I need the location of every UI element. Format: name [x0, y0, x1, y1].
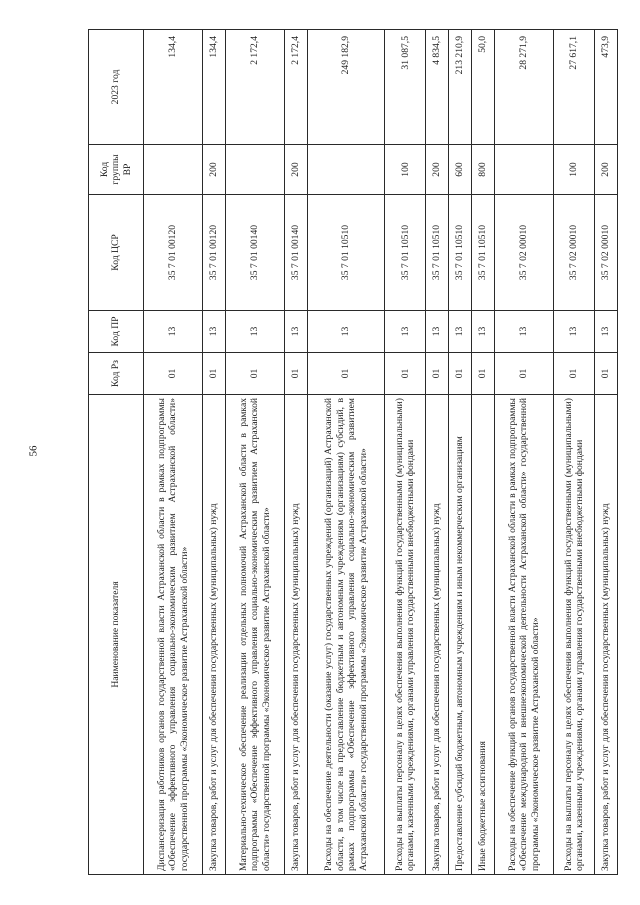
table-row — [203, 30, 226, 875]
row-pr-cell: 13 — [144, 311, 203, 353]
row-csr-cell: 35 7 01 00120 — [203, 195, 226, 311]
row-value-cell: 473,9 — [595, 30, 618, 145]
rotated-table-container — [88, 30, 618, 875]
row-name-cell: Расходы на обеспечение функций органов государственной власти Астраханской области в рамках подпрограммы «Обеспечение международной и внешнеэкономической деятельности Астраханской области» государственной программы «Экономическое развитие Астраханской области» — [494, 395, 553, 875]
row-pr-cell: 13 — [308, 311, 385, 353]
row-name-cell: Диспансеризация работников органов государственной власти Астраханской области в рамках подпрограммы «Обеспечение эффективного управления социально-экономическим развитием Астраханской области» государственной программы «Экономическое развитие Астраханской области» — [144, 395, 203, 875]
header-csr: Код ЦСР — [89, 195, 144, 311]
row-vr-cell: 600 — [449, 145, 472, 195]
row-vr-cell: 200 — [203, 145, 226, 195]
table-header-row — [89, 30, 144, 875]
row-value-cell: 4 834,5 — [426, 30, 449, 145]
row-vr-cell: 200 — [426, 145, 449, 195]
row-name-cell: Расходы на выплаты персоналу в целях обеспечения выполнения функций государственными (муниципальными) органами, казенными учреждениями, органами управления государственными внебюджетными фондами — [385, 395, 426, 875]
row-value-cell: 28 271,9 — [494, 30, 553, 145]
row-value-cell: 50,0 — [472, 30, 495, 145]
row-value-cell: 249 182,9 — [308, 30, 385, 145]
row-name-cell: Расходы на обеспечение деятельности (оказание услуг) государственных учреждений (организаций) Астраханской области, в том числе на предоставление бюджетным и автономным учреждениям (организациям) субсидий, в рамках подпрограммы «Обеспечение эффективного управления социально-экономическим развитием Астраханской области» государственной программы «Экономическое развитие Астраханской области» — [308, 395, 385, 875]
row-pr-cell: 13 — [385, 311, 426, 353]
row-pr-cell: 13 — [203, 311, 226, 353]
row-csr-cell: 35 7 02 00010 — [494, 195, 553, 311]
table-row — [308, 30, 385, 875]
header-vr: Код группы ВР — [89, 145, 144, 195]
row-csr-cell: 35 7 01 00140 — [285, 195, 308, 311]
header-2023: 2023 год — [89, 30, 144, 145]
table-row — [426, 30, 449, 875]
row-vr-cell: 100 — [554, 145, 595, 195]
row-name-cell: Расходы на выплаты персоналу в целях обеспечения выполнения функций государственными (муниципальными) органами, казенными учреждениями, органами управления государственными внебюджетными фондами — [554, 395, 595, 875]
table-row — [472, 30, 495, 875]
row-csr-cell: 35 7 01 10510 — [308, 195, 385, 311]
table-row — [595, 30, 618, 875]
row-pr-cell: 13 — [426, 311, 449, 353]
row-value-cell: 2 172,4 — [285, 30, 308, 145]
row-name-cell: Предоставление субсидий бюджетным, автономным учреждениям и иным некоммерческим организациям — [449, 395, 472, 875]
row-rz-cell: 01 — [226, 353, 285, 395]
row-vr-cell — [494, 145, 553, 195]
table-row — [494, 30, 553, 875]
page-number: 56 — [27, 445, 40, 457]
row-name-cell: Иные бюджетные ассигнования — [472, 395, 495, 875]
row-csr-cell: 35 7 01 10510 — [449, 195, 472, 311]
row-rz-cell: 01 — [426, 353, 449, 395]
row-pr-cell: 13 — [494, 311, 553, 353]
row-rz-cell: 01 — [385, 353, 426, 395]
table-row — [285, 30, 308, 875]
row-csr-cell: 35 7 02 00010 — [595, 195, 618, 311]
row-vr-cell: 200 — [285, 145, 308, 195]
row-pr-cell: 13 — [472, 311, 495, 353]
row-value-cell: 2 172,4 — [226, 30, 285, 145]
row-pr-cell: 13 — [449, 311, 472, 353]
table-row — [554, 30, 595, 875]
row-vr-cell: 200 — [595, 145, 618, 195]
header-pr: Код ПР — [89, 311, 144, 353]
row-rz-cell: 01 — [595, 353, 618, 395]
table-row — [226, 30, 285, 875]
row-csr-cell: 35 7 01 10510 — [472, 195, 495, 311]
row-name-cell: Закупка товаров, работ и услуг для обеспечения государственных (муниципальных) нужд — [285, 395, 308, 875]
row-rz-cell: 01 — [449, 353, 472, 395]
row-value-cell: 31 087,5 — [385, 30, 426, 145]
row-rz-cell: 01 — [554, 353, 595, 395]
row-vr-cell: 100 — [385, 145, 426, 195]
row-name-cell: Закупка товаров, работ и услуг для обеспечения государственных (муниципальных) нужд — [595, 395, 618, 875]
row-name-cell: Материально-техническое обеспечение реализации отдельных полномочий Астраханской области в рамках подпрограммы «Обеспечение эффективного управления социально-экономическим развитием Астраханской области» государственной программы «Экономическое развитие Астраханской области» — [226, 395, 285, 875]
row-name-cell: Закупка товаров, работ и услуг для обеспечения государственных (муниципальных) нужд — [426, 395, 449, 875]
row-csr-cell: 35 7 02 00010 — [554, 195, 595, 311]
row-value-cell: 213 210,9 — [449, 30, 472, 145]
row-vr-cell: 800 — [472, 145, 495, 195]
row-csr-cell: 35 7 01 10510 — [385, 195, 426, 311]
header-rz: Код Рз — [89, 353, 144, 395]
budget-table — [88, 29, 618, 875]
table-row — [385, 30, 426, 875]
row-rz-cell: 01 — [144, 353, 203, 395]
row-rz-cell: 01 — [203, 353, 226, 395]
row-rz-cell: 01 — [472, 353, 495, 395]
row-pr-cell: 13 — [285, 311, 308, 353]
row-pr-cell: 13 — [226, 311, 285, 353]
row-value-cell: 134,4 — [203, 30, 226, 145]
row-rz-cell: 01 — [308, 353, 385, 395]
row-name-cell: Закупка товаров, работ и услуг для обеспечения государственных (муниципальных) нужд — [203, 395, 226, 875]
row-vr-cell — [226, 145, 285, 195]
row-csr-cell: 35 7 01 00140 — [226, 195, 285, 311]
row-csr-cell: 35 7 01 00120 — [144, 195, 203, 311]
row-value-cell: 27 617,1 — [554, 30, 595, 145]
row-vr-cell — [308, 145, 385, 195]
table-row — [449, 30, 472, 875]
table-row — [144, 30, 203, 875]
row-rz-cell: 01 — [285, 353, 308, 395]
row-rz-cell: 01 — [494, 353, 553, 395]
header-name: Наименование показателя — [89, 395, 144, 875]
row-vr-cell — [144, 145, 203, 195]
row-value-cell: 134,4 — [144, 30, 203, 145]
row-pr-cell: 13 — [595, 311, 618, 353]
row-pr-cell: 13 — [554, 311, 595, 353]
row-csr-cell: 35 7 01 10510 — [426, 195, 449, 311]
